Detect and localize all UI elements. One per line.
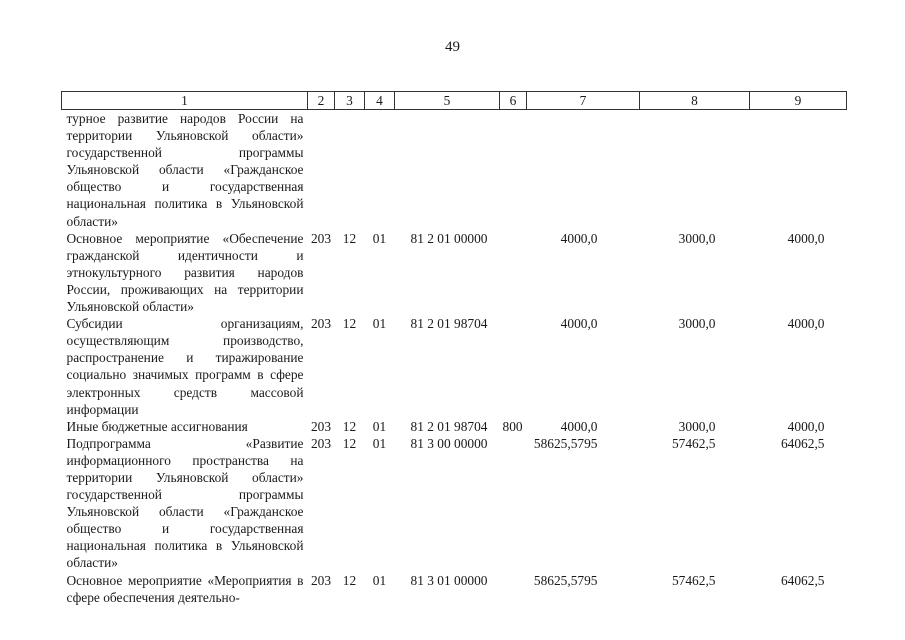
column-header-7: 7 <box>527 92 640 110</box>
cell-col8: 3000,0 <box>678 316 716 332</box>
cell-col7 <box>527 110 640 230</box>
row-name: Иные бюджетные ассигнования <box>66 418 248 434</box>
cell-col6 <box>500 110 527 230</box>
row-name: Основное мероприятие «Мероприятия в сфере обеспечения деятельно- <box>66 572 304 605</box>
cell-col9: 4000,0 <box>787 230 825 246</box>
cell-col5: 81 3 01 00000 <box>410 572 488 588</box>
cell-col7: 58625,5795 <box>533 435 598 451</box>
column-header-1: 1 <box>62 92 308 110</box>
table-row <box>62 418 847 435</box>
cell-col8 <box>640 110 750 230</box>
cell-col7: 4000,0 <box>560 316 598 332</box>
cell-col6: 800 <box>502 418 523 434</box>
cell-col4: 01 <box>372 435 387 451</box>
column-header-9: 9 <box>750 92 847 110</box>
row-name: турное развитие народов России на территории Ульяновской области» государственной программы Ульяновской области «Гражданское общество и государственная национальная политика в Ульяновской области» <box>66 111 304 229</box>
column-header-8: 8 <box>640 92 750 110</box>
cell-col8: 57462,5 <box>671 572 716 588</box>
cell-col9: 64062,5 <box>780 572 825 588</box>
cell-col5: 81 2 01 00000 <box>410 230 488 246</box>
cell-col5: 81 2 01 98704 <box>410 418 488 434</box>
page-number: 49 <box>445 39 460 55</box>
cell-col4: 01 <box>372 316 387 332</box>
cell-col8: 57462,5 <box>671 435 716 451</box>
cell-col3: 12 <box>342 230 357 246</box>
cell-col2: 203 <box>310 435 332 451</box>
table-row <box>62 572 847 606</box>
cell-col4 <box>365 110 395 230</box>
column-header-2: 2 <box>308 92 335 110</box>
cell-col2: 203 <box>310 230 332 246</box>
table-header <box>62 92 847 110</box>
cell-col5 <box>395 110 500 230</box>
cell-col6 <box>500 315 527 418</box>
cell-col7: 4000,0 <box>560 230 598 246</box>
cell-col3 <box>335 110 365 230</box>
cell-col6 <box>500 435 527 572</box>
cell-col2 <box>308 110 335 230</box>
table-row <box>62 435 847 572</box>
cell-col5: 81 2 01 98704 <box>410 316 488 332</box>
cell-col7: 58625,5795 <box>533 572 598 588</box>
budget-table <box>61 91 847 606</box>
table-row <box>62 315 847 418</box>
cell-col8: 3000,0 <box>678 418 716 434</box>
cell-col2: 203 <box>310 418 332 434</box>
cell-col9 <box>750 110 847 230</box>
cell-col9: 4000,0 <box>787 316 825 332</box>
cell-col3: 12 <box>342 435 357 451</box>
cell-col2: 203 <box>310 572 332 588</box>
cell-col8: 3000,0 <box>678 230 716 246</box>
row-name: Субсидии организациям, осуществляющим производство, распространение и тиражирование социально значимых программ в сфере электронных средств массовой информации <box>66 316 304 417</box>
column-header-6: 6 <box>500 92 527 110</box>
cell-col3: 12 <box>342 572 357 588</box>
cell-col6 <box>500 572 527 606</box>
cell-col3: 12 <box>342 418 357 434</box>
cell-col6 <box>500 230 527 315</box>
column-header-5: 5 <box>395 92 500 110</box>
table-row <box>62 110 847 230</box>
cell-col4: 01 <box>372 230 387 246</box>
cell-col9: 4000,0 <box>787 418 825 434</box>
row-name: Подпрограмма «Развитие информационного пространства на территории Ульяновской области» государственной программы Ульяновской области «Гражданское общество и государственная национальная политика в Ульяновской области» <box>66 435 304 571</box>
row-name: Основное мероприятие «Обеспечение гражданской идентичности и этнокультурного развития народов России, проживающих на территории Ульяновской области» <box>66 230 304 315</box>
cell-col7: 4000,0 <box>560 418 598 434</box>
table-row <box>62 230 847 315</box>
cell-col4: 01 <box>372 418 387 434</box>
cell-col5: 81 3 00 00000 <box>410 435 488 451</box>
cell-col4: 01 <box>372 572 387 588</box>
cell-col3: 12 <box>342 316 357 332</box>
cell-col2: 203 <box>310 316 332 332</box>
table-body <box>62 110 847 606</box>
cell-col9: 64062,5 <box>780 435 825 451</box>
column-header-4: 4 <box>365 92 395 110</box>
column-header-3: 3 <box>335 92 365 110</box>
